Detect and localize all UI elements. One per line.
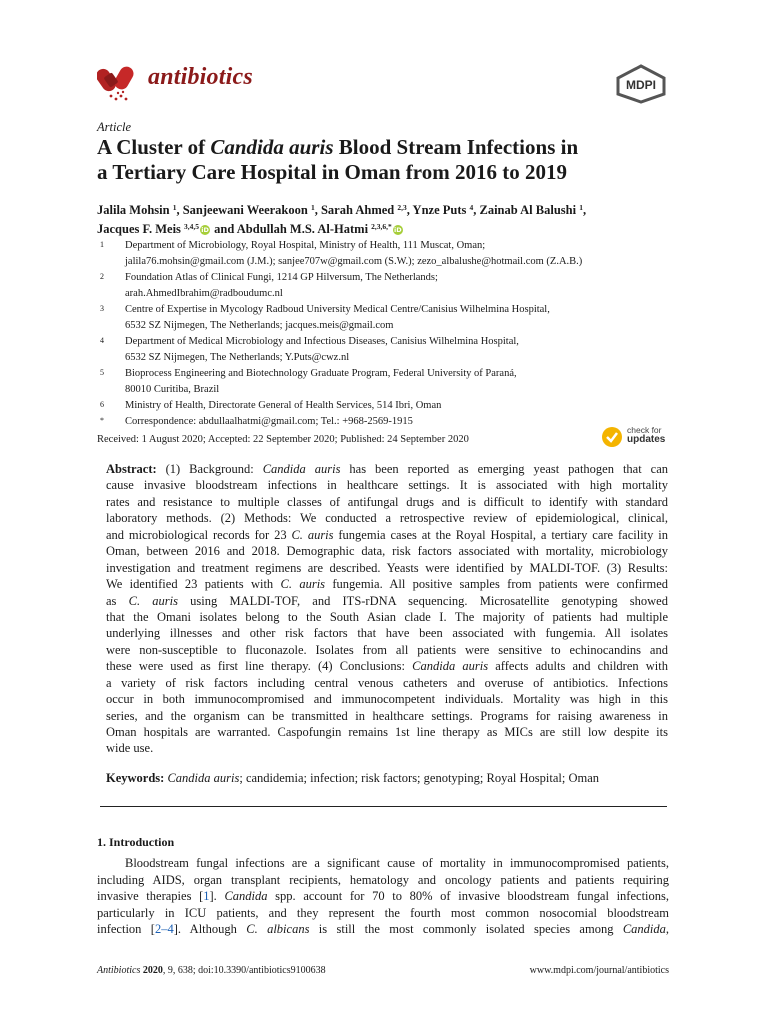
- affiliation-line: 6532 SZ Nijmegen, The Netherlands; jacques.meis@gmail.com: [125, 320, 394, 331]
- abstract-line: [106, 510, 668, 526]
- italic-term: Candida auris: [262, 462, 341, 476]
- text-run: spp. account for 70 to 80% of invasive bloodstream fungal infections,: [267, 889, 670, 904]
- abstract-line: [106, 543, 668, 559]
- text-run: were non-susceptible to fluconazole. Isolates from all patients were sensitive to echinocandins and: [106, 642, 668, 657]
- text-run: using MALDI-TOF, and ITS-rDNA sequencing. Microsatellite genotyping showed: [177, 593, 668, 608]
- paragraph-line: [97, 905, 669, 922]
- abstract-line: [106, 527, 668, 543]
- abstract-line: [106, 691, 668, 707]
- text-run: rates and resistance to multiple classes of antifungal drugs and is difficult to identify with standard: [106, 494, 668, 509]
- affiliation-item: [100, 270, 680, 302]
- affiliation-item: [100, 366, 680, 398]
- journal-logo-icon: [97, 62, 143, 104]
- author-affiliation-mark: 1: [579, 203, 583, 212]
- author-name: Ynze Puts: [412, 203, 467, 217]
- text-run: occur in both immunocompromised and immunocompetent individuals. Mortality was high in this: [106, 692, 668, 707]
- abstract-line: [106, 477, 668, 493]
- orcid-icon[interactable]: iD: [393, 225, 402, 234]
- footer-citation: Antibiotics 2020, 9, 638; doi:10.3390/antibiotics9100638: [97, 965, 326, 976]
- keywords: [106, 771, 599, 786]
- abstract-line: [106, 708, 668, 724]
- check-updates-label-1: check for: [627, 425, 662, 435]
- text-run: particularly in ICU patients, and they represent the fourth most common nosocomial bloodstream: [97, 905, 669, 920]
- italic-term: Candida auris: [167, 771, 240, 785]
- abstract-line: [106, 494, 668, 510]
- italic-term: Candida auris: [412, 659, 489, 674]
- affiliation-mark: 5: [100, 368, 104, 377]
- italic-term: C. albicans: [246, 922, 310, 937]
- text-run: is still the most commonly isolated species among: [309, 922, 623, 937]
- italic-term: C. auris: [128, 593, 178, 608]
- author-name: Sarah Ahmed: [320, 203, 395, 217]
- text-run: has been reported as emerging yeast pathogen that can: [340, 462, 668, 476]
- citation-link[interactable]: 1: [203, 889, 210, 904]
- affiliation-item: [100, 238, 680, 270]
- author-name: Jacques F. Meis: [97, 221, 181, 236]
- affiliation-line: Department of Medical Microbiology and Infectious Diseases, Canisius Wilhelmina Hospital,: [125, 336, 519, 347]
- abstract-line: [106, 675, 668, 691]
- text-run: ].: [209, 889, 225, 904]
- affiliation-line: Department of Microbiology, Royal Hospital, Ministry of Health, 111 Muscat, Oman;: [125, 240, 486, 251]
- affiliation-line: arah.AhmedIbrahim@radboudumc.nl: [125, 288, 283, 299]
- affiliations: [100, 238, 680, 430]
- text-run: affects adults and children with: [488, 659, 669, 674]
- section-heading: 1. Introduction: [97, 835, 175, 849]
- text-run: that the Omani isolates belong to the South Asian clade I. The majority of patients had multiple: [106, 609, 668, 624]
- affiliation-line: jalila76.mohsin@gmail.com (J.M.); sanjee707w@gmail.com (S.W.); zezo_albalushe@hotmail.com (Z.A.B.): [125, 256, 583, 267]
- check-updates-icon: [601, 426, 623, 448]
- text-run: infection [: [97, 922, 155, 937]
- text-run: and microbiological records for 23: [106, 527, 292, 542]
- affiliation-mark: 3: [100, 304, 104, 313]
- footer-journal-url[interactable]: www.mdpi.com/journal/antibiotics: [529, 965, 669, 976]
- author-affiliation-mark: 2,3: [397, 203, 407, 212]
- author-name: Jalila Mohsin: [97, 203, 170, 217]
- affiliation-line: 80010 Curitiba, Brazil: [125, 384, 220, 395]
- text-run: Oman hospitals are warranted. Caspofungin remains 1st line therapy as MICs are still low despite its: [106, 725, 668, 739]
- paragraph-line: [97, 872, 669, 889]
- author-name: Abdullah M.S. Al-Hatmi: [236, 221, 369, 236]
- text-run: cause invasive bloodstream infections in healthcare settings. It is associated with high mortality: [106, 478, 668, 493]
- publisher-logo-icon: [614, 64, 668, 104]
- affiliation-line: Bioprocess Engineering and Biotechnology Graduate Program, Federal University of Paraná,: [125, 368, 517, 379]
- italic-term: Candida: [622, 922, 666, 937]
- abstract-line: [106, 625, 668, 641]
- author-conjunction: and: [214, 221, 235, 236]
- italic-term: Candida: [224, 889, 268, 904]
- author-affiliation-mark: 4: [469, 203, 474, 212]
- text-run: invasive therapies [: [97, 889, 204, 904]
- paragraph-line: [97, 921, 669, 938]
- affiliation-mark: 1: [100, 240, 104, 249]
- check-for-updates-button[interactable]: [601, 425, 673, 449]
- author-affiliation-mark: 3,4,5: [184, 221, 200, 231]
- affiliation-mark: *: [100, 416, 104, 425]
- abstract-line: [106, 560, 668, 576]
- abstract-line: [106, 576, 668, 592]
- affiliation-line: Foundation Atlas of Clinical Fungi, 1214 GP Hilversum, The Netherlands;: [125, 272, 438, 283]
- affiliation-item: [100, 398, 680, 414]
- introduction-text: [97, 855, 669, 938]
- text-run: ; candidemia; infection; risk factors; genotyping; Royal Hospital; Oman: [239, 771, 599, 785]
- text-run: (1) Background:: [156, 462, 263, 476]
- affiliation-line: Ministry of Health, Directorate General of Health Services, 514 Ibri, Oman: [125, 400, 442, 411]
- affiliation-mark: 4: [100, 336, 104, 345]
- text-run: fungemia cases at the Royal Hospital, a tertiary care facility in: [333, 527, 668, 542]
- abstract-line: [106, 593, 668, 609]
- text-run: investigation and treatment regimens are described. Yeasts were identified by MALDI-TOF. (3) Results:: [106, 560, 668, 575]
- text-run: wide use.: [106, 741, 154, 756]
- affiliation-line: Centre of Expertise in Mycology Radboud University Medical Centre/Canisius Wilhelmina Hospital,: [125, 304, 550, 315]
- text-run: We identified 23 patients with: [106, 577, 281, 592]
- text-run: a variety of risk factors including central venous catheters and overuse of antibiotics. Infections: [106, 675, 668, 690]
- abstract-line: [106, 609, 668, 625]
- affiliation-item: [100, 302, 680, 334]
- text-run: these were used as first line therapy. (4) Conclusions:: [106, 659, 413, 674]
- text-run: fungemia. All positive samples from patients were confirmed: [325, 577, 668, 592]
- affiliation-item: [100, 414, 680, 430]
- affiliation-line: 6532 SZ Nijmegen, The Netherlands; Y.Puts@cwz.nl: [125, 352, 350, 363]
- affiliation-item: [100, 334, 680, 366]
- abstract-line: [106, 461, 668, 477]
- text-run: laboratory methods. (2) Methods: We conducted a retrospective review of epidemiological, clinical,: [106, 511, 668, 526]
- text-run: ,: [665, 922, 669, 937]
- author-name: Sanjeewani Weerakoon: [182, 203, 308, 217]
- text-run: including AIDS, organ transplant recipients, hematology and oncology patients and patients requiring: [97, 872, 669, 887]
- citation-link[interactable]: 2–4: [154, 922, 174, 937]
- author-affiliation-mark: 2,3,6,*: [371, 221, 392, 231]
- author-affiliation-mark: 1: [310, 203, 315, 212]
- italic-term: C. auris: [280, 577, 326, 592]
- orcid-icon[interactable]: iD: [201, 225, 209, 234]
- keywords-label: Keywords:: [106, 771, 165, 785]
- paragraph-line: [97, 888, 669, 905]
- affiliation-line: Correspondence: abdullaalhatmi@gmail.com; Tel.: +968-2569-1915: [125, 416, 413, 427]
- abstract-line: [106, 658, 668, 674]
- publisher-name: MDPI: [626, 78, 656, 92]
- abstract-label: Abstract:: [106, 462, 157, 476]
- affiliation-mark: 6: [100, 400, 104, 409]
- abstract-line: [106, 642, 668, 658]
- author-list: Jalila Mohsin $^1$, Sanjeewani Weerakoon $^1$, Sarah Ahmed $^{2,3}$, Ynze Puts $^4$, Zainab Al Balushi $^1$, Jacques F. Meis $^{3,4,5}$ iD and Abdullah M.S. Al-Hatmi $^{2,3,6,*}$ iD: [97, 203, 587, 236]
- divider: [100, 806, 667, 807]
- paragraph-line: [97, 855, 669, 872]
- check-updates-label-2: updates: [627, 434, 666, 445]
- abstract: [106, 461, 668, 757]
- text-run: underlying illnesses and other risk factors that have been associated with fungemia. All isolates: [106, 626, 668, 641]
- text-run: Oman, between 2016 and 2018. Demographic data, risk factors associated with mortality, microbiology: [106, 544, 668, 559]
- author-affiliation-mark: 1: [172, 203, 177, 212]
- page-title: A Cluster of Candida auris Blood Stream Infections in a Tertiary Care Hospital in Oman from 2016 to 2019: [97, 135, 579, 184]
- text-run: series, and the organism can be transmitted in healthcare settings. Programs for raising awareness in: [106, 708, 668, 723]
- publication-dates: Received: 1 August 2020; Accepted: 22 September 2020; Published: 24 September 2020: [97, 434, 469, 445]
- text-run: ]. Although: [173, 922, 247, 937]
- text-run: Bloodstream fungal infections are a significant cause of mortality in immunocompromised patients,: [125, 856, 669, 870]
- abstract-line: [106, 724, 668, 740]
- abstract-line: [106, 740, 668, 756]
- journal-name: antibiotics: [148, 64, 253, 90]
- author-name: Zainab Al Balushi: [479, 203, 577, 217]
- text-run: as: [106, 593, 129, 608]
- affiliation-mark: 2: [100, 272, 104, 281]
- italic-term: C. auris: [291, 527, 334, 542]
- article-type: Article: [97, 120, 132, 134]
